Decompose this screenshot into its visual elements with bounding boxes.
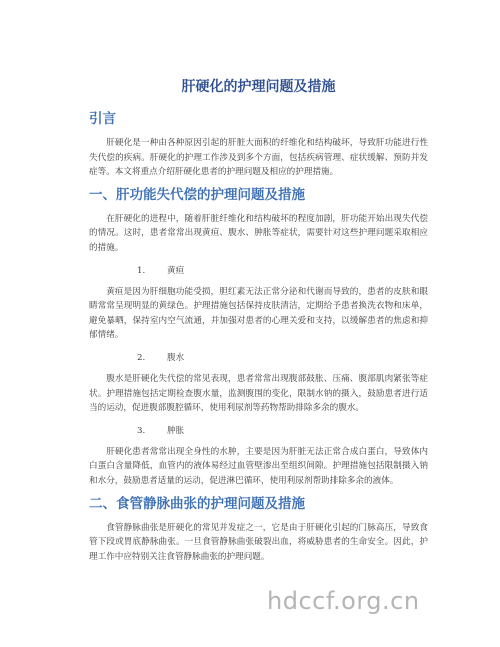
list-item-jaundice [89,264,428,278]
list-item-label: 肿胀 [167,425,185,436]
ascites-paragraph: 腹水是肝硬化失代偿的常见表现，患者常常出现腹部鼓胀、压痛、腹部肌肉紧张等症状。护理措施包括定期检查腹水量，监测腹围的变化，限制水钠的摄入，鼓励患者进行适当的运动，促进腹部腹腔循环，使用利尿剂等药物帮助排除多余的腹水。 [89,373,428,414]
list-item-label: 黄疸 [167,265,185,276]
section2-paragraph: 食管静脉曲张是肝硬化的常见并发症之一，它是由于肝硬化引起的门脉高压，导致食管下段或胃底静脉曲张。一旦食管静脉曲张破裂出血，将威胁患者的生命安全。因此，护理工作中应特别关注食管静脉曲张的护理问题。 [89,522,428,562]
document-title: 肝硬化的护理问题及措施 [181,79,336,95]
swelling-paragraph: 肝硬化患者常常出现全身性的水肿，主要是因为肝脏无法正常合成白蛋白，导致体内白蛋白含量降低，血管内的液体易经过血管壁渗出至组织间隙。护理措施包括限制摄入钠和水分，鼓励患者适量的运动，促进淋巴循环，使用利尿剂帮助排除多余的液体。 [89,446,428,486]
watermark-text: hdccf.org.cn [267,587,420,615]
list-item-number: 3. [137,425,146,436]
list-item-number: 1. [137,265,146,276]
jaundice-paragraph: 黄疸是因为肝细胞功能受损，胆红素无法正常分泌和代谢而导致的，患者的皮肤和眼睛常常呈现明显的黄绿色。护理措施包括保持皮肤清洁，定期给予患者换洗衣物和床单，避免暴晒，保持室内空气流通，并加强对患者的心理关爱和支持，以缓解患者的焦虑和抑郁情绪。 [89,286,428,341]
intro-heading: 引言 [89,111,116,127]
list-item-ascites [89,351,428,365]
intro-paragraph: 肝硬化是一种由各种原因引起的肝脏大面积的纤维化和结构破坏，导致肝功能进行性失代偿的疾病。肝硬化的护理工作涉及到多个方面，包括疾病管理、症状缓解、预防并发症等。本文将重点介绍肝硬化患者的护理问题及相应的护理措施。 [89,138,428,178]
list-item-swelling [89,424,428,438]
section1-heading: 一、肝功能失代偿的护理问题及措施 [89,186,305,203]
section2-heading: 二、食管静脉曲张的护理问题及措施 [89,495,305,512]
list-item-label: 腹水 [167,352,185,363]
list-item-number: 2. [137,352,146,363]
section1-paragraph: 在肝硬化的进程中，随着肝脏纤维化和结构破坏的程度加剧，肝功能开始出现失代偿的情况。这时，患者常常出现黄疸、腹水、肿胀等症状，需要针对这些护理问题采取相应的措施。 [89,213,428,253]
